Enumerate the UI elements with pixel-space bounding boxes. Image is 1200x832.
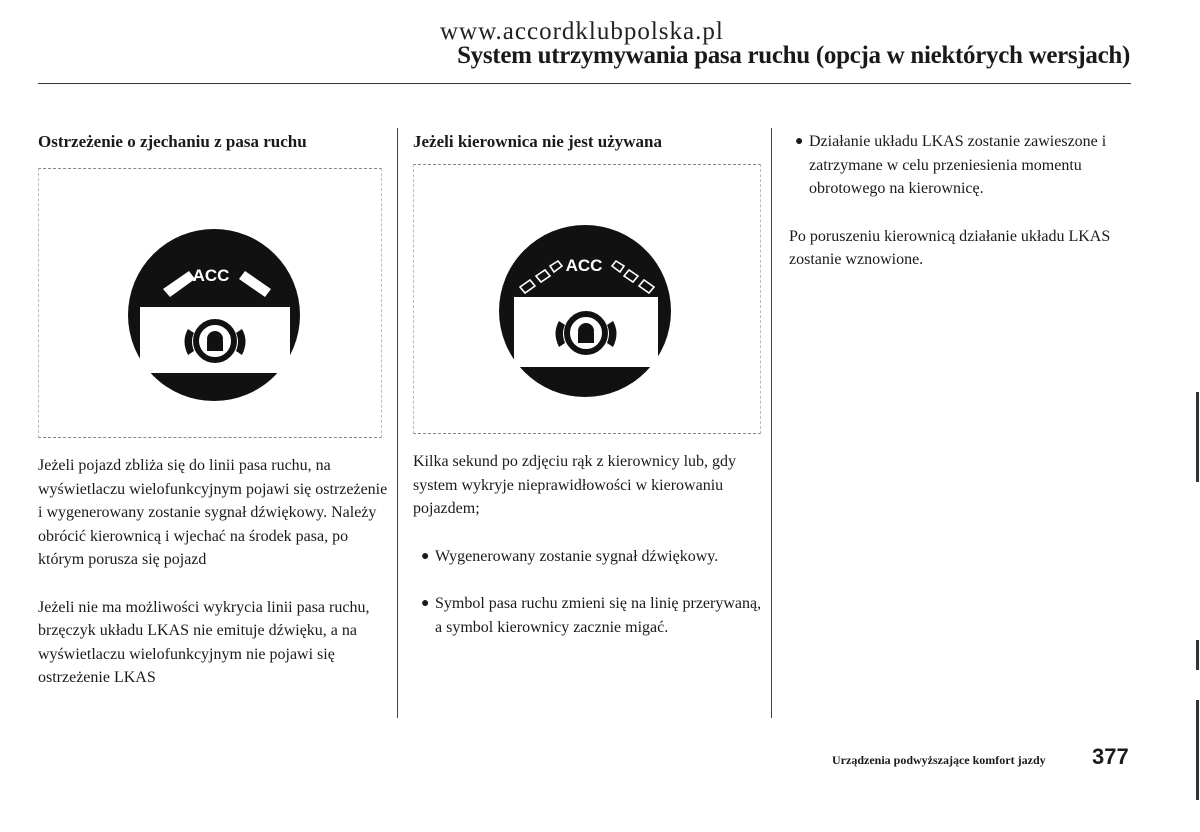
lkas-display-dashed-illustration [414, 165, 760, 433]
bullet-list [413, 545, 763, 640]
bullet-icon: ● [421, 596, 430, 611]
figure-lkas-display-dashed [413, 164, 761, 434]
section-heading: Ostrzeżenie o zjechaniu z pasa ruchu [38, 132, 307, 151]
column-hands-off [413, 130, 763, 663]
header-rule [38, 83, 1131, 84]
list-item-text: Wygenerowany zostanie sygnał dźwiękowy. [435, 547, 719, 565]
figure-lkas-display [38, 168, 382, 438]
page-edge-mark [1196, 700, 1199, 800]
body-paragraph: Jeżeli nie ma możliwości wykrycia linii pasa ruchu, brzęczyk układu LKAS nie emituje dźwięku, a na wyświetlaczu wielofunkcyjnym nie pojawi się ostrzeżenie LKAS [38, 598, 370, 686]
list-item [789, 130, 1139, 201]
column-divider [397, 128, 398, 718]
bullet-icon: ● [795, 134, 804, 149]
column-divider [771, 128, 772, 718]
footer-section-title: Urządzenia podwyższające komfort jazdy [832, 753, 1046, 767]
page-title: System utrzymywania pasa ruchu (opcja w niektórych wersjach) [457, 42, 1130, 69]
column-lkas-suspended [789, 130, 1139, 272]
list-item-text: Działanie układu LKAS zostanie zawieszone i zatrzymane w celu przeniesienia momentu obrotowego na kierownicę. [809, 133, 1107, 197]
acc-indicator: ACC [565, 256, 603, 275]
column-lane-departure [38, 130, 388, 690]
bullet-icon: ● [421, 548, 430, 564]
bullet-list [789, 130, 1139, 201]
body-paragraph: Kilka sekund po zdjęciu rąk z kierownicy lub, gdy system wykryje nieprawidłowości w kierowaniu pojazdem; [413, 453, 737, 517]
section-heading: Jeżeli kierownica nie jest używana [413, 132, 662, 151]
list-item [413, 545, 763, 569]
page-number: 377 [1092, 744, 1129, 769]
list-item [413, 592, 763, 639]
list-item-text: Symbol pasa ruchu zmieni się na linię przerywaną, a symbol kierownicy zacznie migać. [435, 595, 762, 636]
body-paragraph: Jeżeli pojazd zbliża się do linii pasa ruchu, na wyświetlaczu wielofunkcyjnym pojawi się ostrzeżenie i wygenerowany zostanie sygnał dźwiękowy. Należy obrócić kierownicą i wjechać na środek pasa, po którym porusza się pojazd [38, 457, 388, 568]
page-edge-mark [1196, 392, 1199, 482]
site-url[interactable]: www.accordklubpolska.pl [440, 18, 724, 45]
body-paragraph: Po poruszeniu kierownicą działanie układu LKAS zostanie wznowione. [789, 227, 1111, 268]
acc-indicator: ACC [192, 266, 230, 285]
page-edge-mark [1196, 640, 1199, 670]
lkas-display-illustration [39, 169, 381, 437]
